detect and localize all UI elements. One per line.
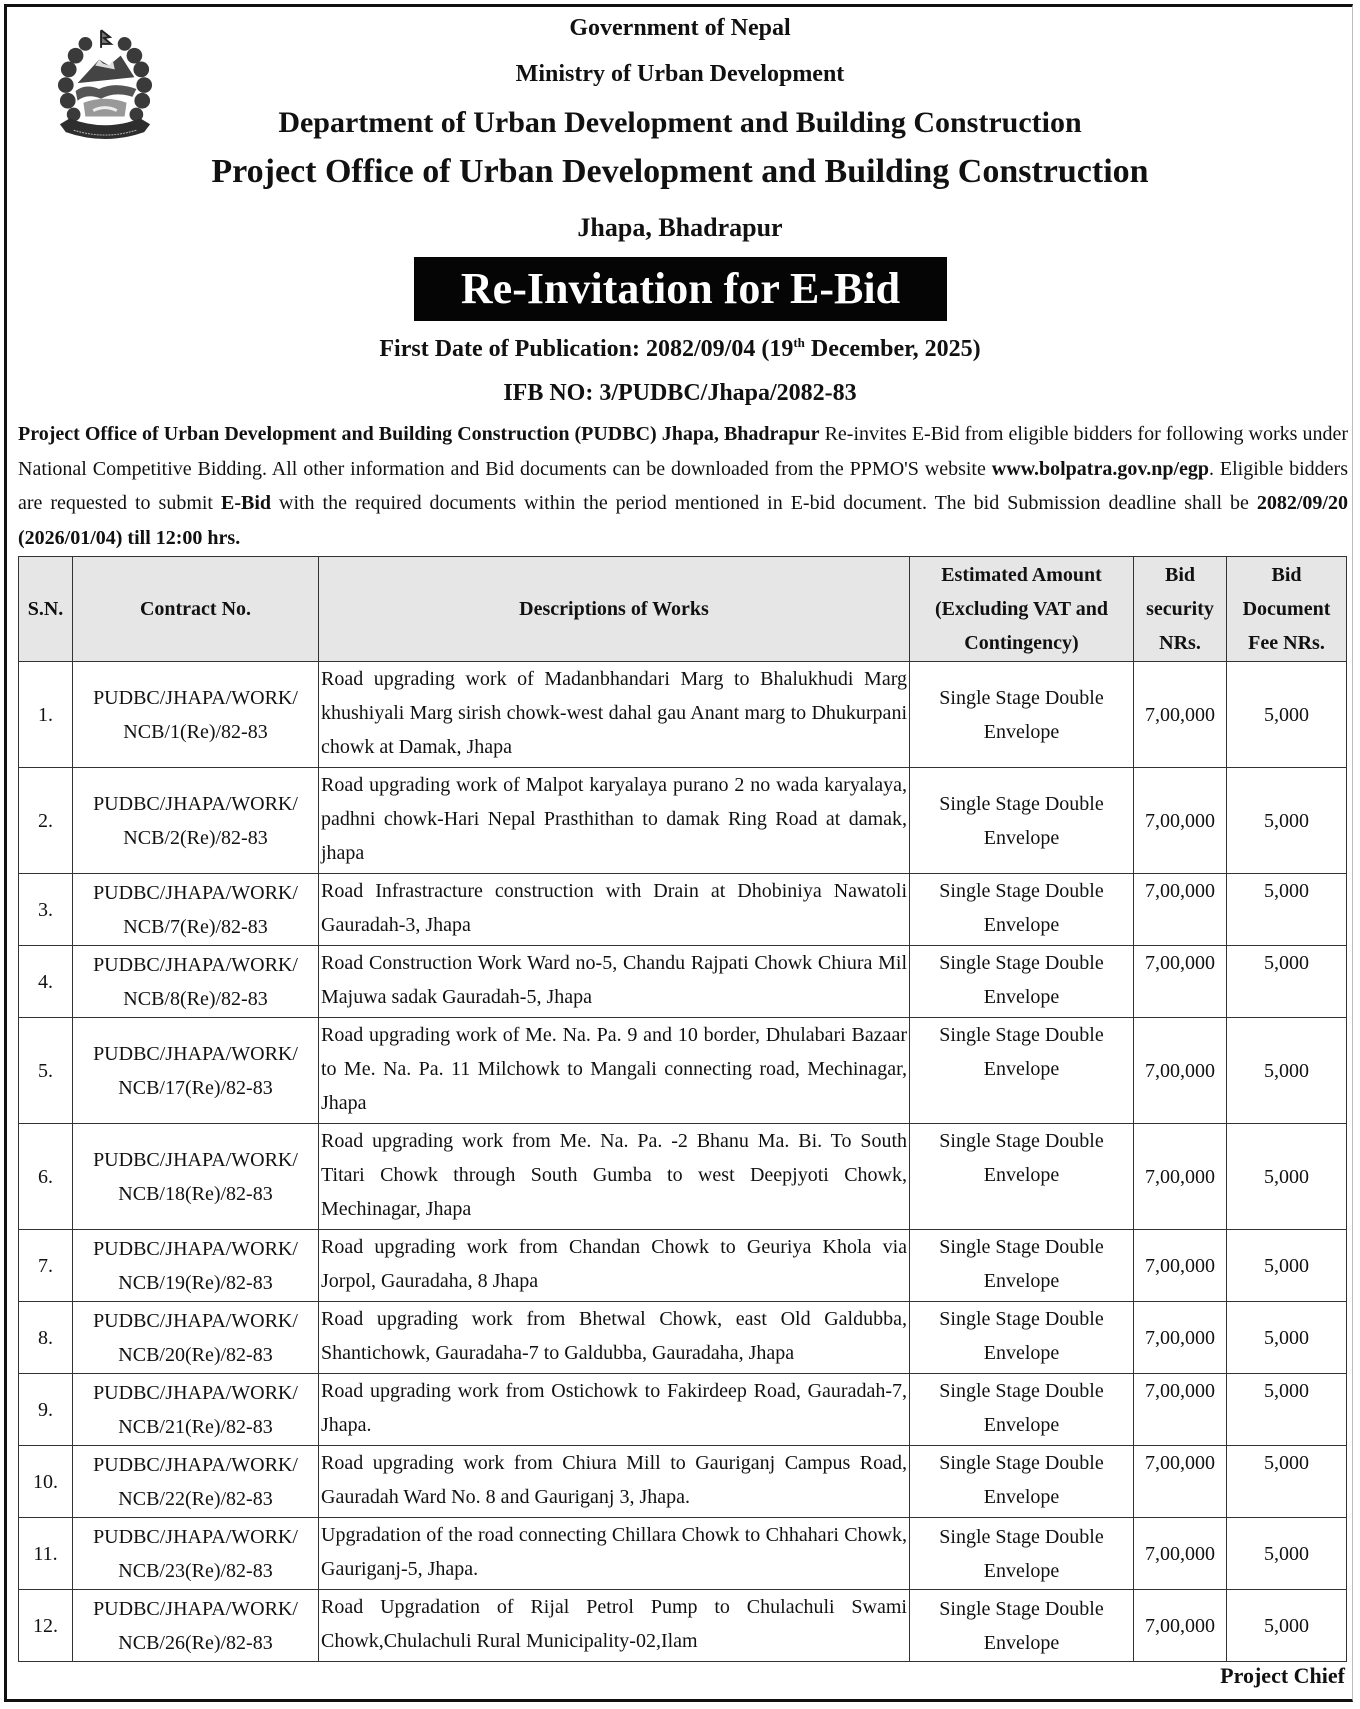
cell-description: Road upgrading work from Chiura Mill to Gauriganj Campus Road, Gauradah Ward No. 8 and Gauriganj 3, Jhapa. <box>319 1446 910 1518</box>
cell-estimated: Single Stage Double Envelope <box>910 1230 1134 1302</box>
cell-estimated: Single Stage Double Envelope <box>910 1124 1134 1230</box>
table-row <box>19 946 1347 1018</box>
cell-document-fee: 5,000 <box>1227 1518 1347 1590</box>
cell-sn: 9. <box>19 1374 73 1446</box>
cell-contract: PUDBC/JHAPA/WORK/ NCB/7(Re)/82-83 <box>73 874 319 946</box>
cell-sn: 5. <box>19 1018 73 1124</box>
cell-sn: 2. <box>19 768 73 874</box>
publication-date-sup: th <box>793 335 805 350</box>
ifb-number: IFB NO: 3/PUDBC/Jhapa/2082-83 <box>503 380 857 406</box>
intro-text-2: . Eligible bidders are requested to submit <box>18 457 1348 514</box>
ministry-title: Ministry of Urban Development <box>515 61 845 87</box>
cell-document-fee: 5,000 <box>1227 1302 1347 1374</box>
cell-estimated: Single Stage Double Envelope <box>910 1302 1134 1374</box>
cell-bid-security: 7,00,000 <box>1134 1446 1227 1518</box>
cell-description: Road upgrading work from Chandan Chowk to Geuriya Khola via Jorpol, Gauradaha, 8 Jhapa <box>319 1230 910 1302</box>
cell-description: Road upgrading work of Madanbhandari Marg to Bhalukhudi Marg khushiyali Marg sirish chowk-west dahal gau Anant marg to Dhukurpani chowk at Damak, Jhapa <box>319 662 910 768</box>
cell-description: Road upgrading work of Me. Na. Pa. 9 and 10 border, Dhulabari Bazaar to Me. Na. Pa. 11 Milchowk to Mangali connecting road, Mechinagar, Jhapa <box>319 1018 910 1124</box>
bids-table <box>18 556 1347 1662</box>
cell-sn: 1. <box>19 662 73 768</box>
cell-contract: PUDBC/JHAPA/WORK/ NCB/2(Re)/82-83 <box>73 768 319 874</box>
cell-bid-security: 7,00,000 <box>1134 662 1227 768</box>
col-header-sn: S.N. <box>19 557 73 662</box>
table-row <box>19 1374 1347 1446</box>
cell-bid-security: 7,00,000 <box>1134 768 1227 874</box>
cell-description: Road upgrading work from Bhetwal Chowk, east Old Galdubba, Shantichowk, Gauradaha-7 to Galdubba, Gauradaha, Jhapa <box>319 1302 910 1374</box>
col-header-description: Descriptions of Works <box>319 557 910 662</box>
table-row <box>19 1302 1347 1374</box>
cell-description: Road Construction Work Ward no-5, Chandu Rajpati Chowk Chiura Mil Majuwa sadak Gauradah-5, Jhapa <box>319 946 910 1018</box>
cell-contract: PUDBC/JHAPA/WORK/ NCB/17(Re)/82-83 <box>73 1018 319 1124</box>
table-row <box>19 768 1347 874</box>
cell-sn: 11. <box>19 1518 73 1590</box>
cell-document-fee: 5,000 <box>1227 768 1347 874</box>
table-row <box>19 1124 1347 1230</box>
publication-date-suffix: December, 2025) <box>804 336 981 362</box>
intro-deadline: 2082/09/20 (2026/01/04) till 12:00 hrs. <box>18 492 1348 549</box>
cell-document-fee: 5,000 <box>1227 1446 1347 1518</box>
cell-description: Upgradation of the road connecting Chillara Chowk to Chhahari Chowk, Gauriganj-5, Jhapa. <box>319 1518 910 1590</box>
cell-sn: 12. <box>19 1590 73 1662</box>
table-row <box>19 1230 1347 1302</box>
intro-website-link[interactable]: www.bolpatra.gov.np/egp <box>991 457 1210 480</box>
table-row <box>19 1446 1347 1518</box>
cell-description: Road Upgradation of Rijal Petrol Pump to Chulachuli Swami Chowk,Chulachuli Rural Municipality-02,Ilam <box>319 1590 910 1662</box>
cell-bid-security: 7,00,000 <box>1134 1018 1227 1124</box>
cell-sn: 3. <box>19 874 73 946</box>
cell-document-fee: 5,000 <box>1227 946 1347 1018</box>
cell-contract: PUDBC/JHAPA/WORK/ NCB/23(Re)/82-83 <box>73 1518 319 1590</box>
cell-bid-security: 7,00,000 <box>1134 1374 1227 1446</box>
cell-description: Road upgrading work from Me. Na. Pa. -2 Bhanu Ma. Bi. To South Titari Chowk through South Gumba to west Deepjyoti Chowk, Mechinagar, Jhapa <box>319 1124 910 1230</box>
intro-ebid: E-Bid <box>220 492 272 514</box>
intro-office: Project Office of Urban Development and Building Construction (PUDBC) Jhapa, Bhadrapur <box>18 423 820 445</box>
cell-document-fee: 5,000 <box>1227 1230 1347 1302</box>
publication-date <box>0 335 1360 363</box>
cell-bid-security: 7,00,000 <box>1134 946 1227 1018</box>
cell-bid-security: 7,00,000 <box>1134 1302 1227 1374</box>
col-header-security: Bid security NRs. <box>1134 557 1227 662</box>
intro-text-1: Re-invites E-Bid from eligible bidders for following works under National Competitive Bidding. All other information and Bid documents can be downloaded from the PPMO'S website <box>18 423 1349 480</box>
col-header-estimated: Estimated Amount (Excluding VAT and Contingency) <box>910 557 1134 662</box>
table-row <box>19 1518 1347 1590</box>
cell-description: Road upgrading work of Malpot karyalaya purano 2 no wada karyalaya, padhni chowk-Hari Nepal Prasthithan to damak Ring Road at damak, jhapa <box>319 768 910 874</box>
cell-bid-security: 7,00,000 <box>1134 1518 1227 1590</box>
cell-contract: PUDBC/JHAPA/WORK/ NCB/26(Re)/82-83 <box>73 1590 319 1662</box>
intro-paragraph <box>18 417 1348 555</box>
cell-estimated: Single Stage Double Envelope <box>910 874 1134 946</box>
intro-text-3: with the required documents within the period mentioned in E-bid document. The bid Submission deadline shall be <box>271 492 1257 514</box>
col-header-fee: Bid Document Fee NRs. <box>1227 557 1347 662</box>
cell-estimated: Single Stage Double Envelope <box>910 946 1134 1018</box>
cell-bid-security: 7,00,000 <box>1134 1590 1227 1662</box>
cell-description: Road Infrastracture construction with Drain at Dhobiniya Nawatoli Gauradah-3, Jhapa <box>319 874 910 946</box>
table-row <box>19 1018 1347 1124</box>
cell-bid-security: 7,00,000 <box>1134 1230 1227 1302</box>
cell-sn: 10. <box>19 1446 73 1518</box>
cell-estimated: Single Stage Double Envelope <box>910 1018 1134 1124</box>
cell-estimated: Single Stage Double Envelope <box>910 662 1134 768</box>
cell-contract: PUDBC/JHAPA/WORK/ NCB/20(Re)/82-83 <box>73 1302 319 1374</box>
cell-document-fee: 5,000 <box>1227 1374 1347 1446</box>
cell-estimated: Single Stage Double Envelope <box>910 1446 1134 1518</box>
cell-sn: 7. <box>19 1230 73 1302</box>
cell-sn: 4. <box>19 946 73 1018</box>
cell-document-fee: 5,000 <box>1227 662 1347 768</box>
cell-estimated: Single Stage Double Envelope <box>910 1590 1134 1662</box>
cell-contract: PUDBC/JHAPA/WORK/ NCB/21(Re)/82-83 <box>73 1374 319 1446</box>
cell-contract: PUDBC/JHAPA/WORK/ NCB/8(Re)/82-83 <box>73 946 319 1018</box>
table-row <box>19 662 1347 768</box>
col-header-contract: Contract No. <box>73 557 319 662</box>
cell-contract: PUDBC/JHAPA/WORK/ NCB/19(Re)/82-83 <box>73 1230 319 1302</box>
cell-estimated: Single Stage Double Envelope <box>910 1374 1134 1446</box>
notice-banner: Re-Invitation for E-Bid <box>414 257 947 321</box>
cell-sn: 6. <box>19 1124 73 1230</box>
cell-document-fee: 5,000 <box>1227 874 1347 946</box>
publication-date-label: First Date of Publication: 2082/09/04 (19 <box>379 336 794 362</box>
cell-document-fee: 5,000 <box>1227 1124 1347 1230</box>
cell-contract: PUDBC/JHAPA/WORK/ NCB/1(Re)/82-83 <box>73 662 319 768</box>
office-title: Project Office of Urban Development and Building Construction <box>211 153 1149 190</box>
cell-contract: PUDBC/JHAPA/WORK/ NCB/22(Re)/82-83 <box>73 1446 319 1518</box>
cell-contract: PUDBC/JHAPA/WORK/ NCB/18(Re)/82-83 <box>73 1124 319 1230</box>
cell-estimated: Single Stage Double Envelope <box>910 768 1134 874</box>
department-title: Department of Urban Development and Building Construction <box>278 106 1082 139</box>
signatory: Project Chief <box>1220 1663 1345 1688</box>
cell-document-fee: 5,000 <box>1227 1018 1347 1124</box>
government-title: Government of Nepal <box>569 15 791 41</box>
cell-description: Road upgrading work from Ostichowk to Fakirdeep Road, Gauradah-7, Jhapa. <box>319 1374 910 1446</box>
table-row <box>19 874 1347 946</box>
cell-estimated: Single Stage Double Envelope <box>910 1518 1134 1590</box>
cell-bid-security: 7,00,000 <box>1134 874 1227 946</box>
cell-sn: 8. <box>19 1302 73 1374</box>
office-location: Jhapa, Bhadrapur <box>577 213 783 242</box>
table-header-row <box>19 557 1347 662</box>
cell-bid-security: 7,00,000 <box>1134 1124 1227 1230</box>
table-row <box>19 1590 1347 1662</box>
cell-document-fee: 5,000 <box>1227 1590 1347 1662</box>
